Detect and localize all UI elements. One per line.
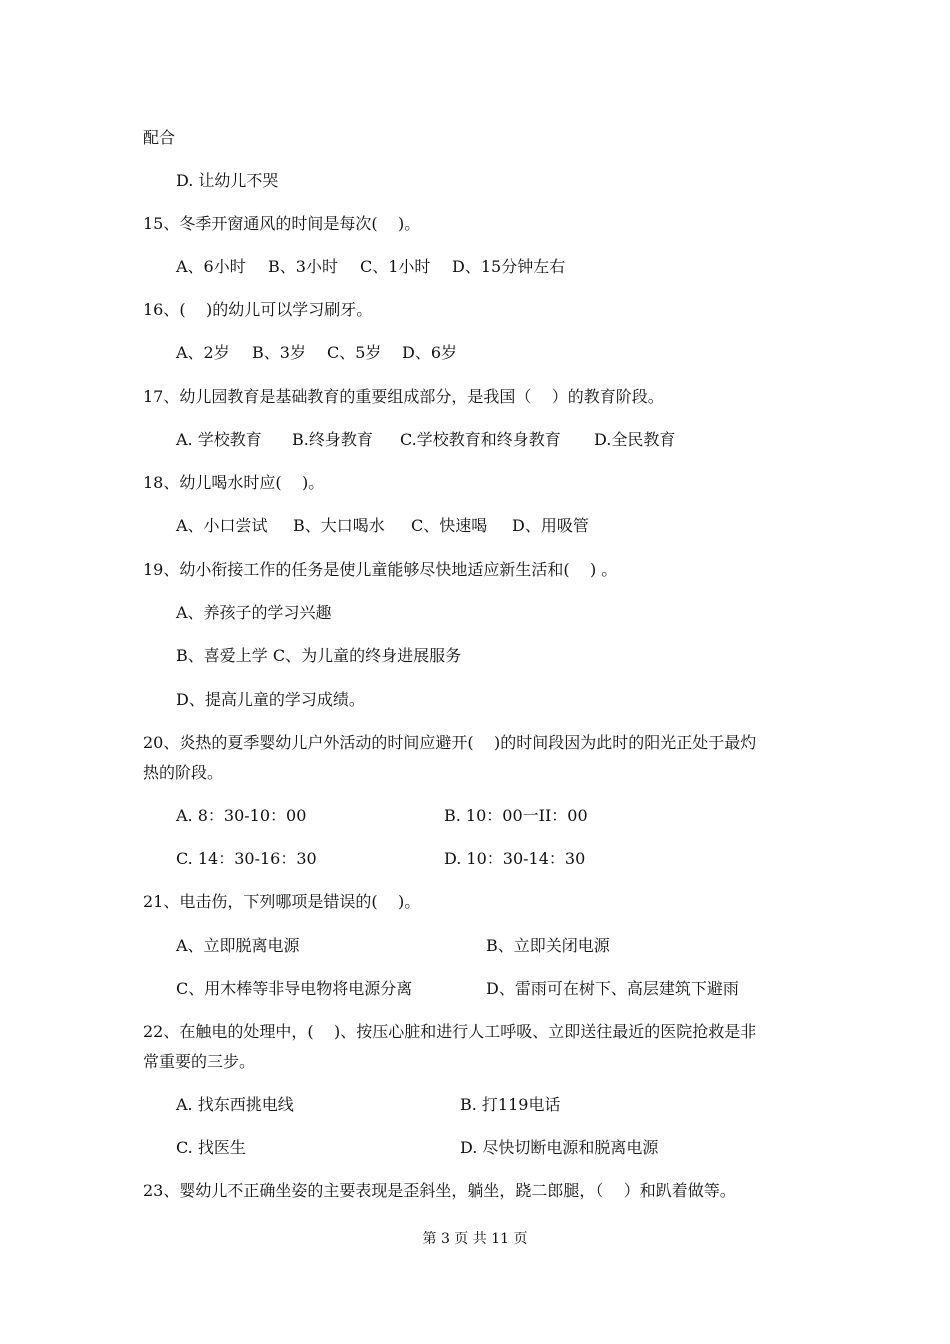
option-d-prev: D. 让幼儿不哭 bbox=[176, 171, 279, 190]
question-17: 17、幼儿园教育是基础教育的重要组成部分，是我国（ ）的教育阶段。 bbox=[143, 387, 664, 406]
question-15: 15、冬季开窗通风的时间是每次( )。 bbox=[143, 214, 421, 233]
q16-option-c: C、5岁 bbox=[327, 343, 382, 362]
question-23: 23、婴幼儿不正确坐姿的主要表现是歪斜坐，躺坐，跷二郎腿，（ ）和趴着做等。 bbox=[143, 1181, 736, 1200]
q18-option-b: B、大口喝水 bbox=[293, 516, 385, 535]
q15-option-c: C、1小时 bbox=[360, 257, 431, 276]
q21-option-a: A、立即脱离电源 bbox=[176, 936, 300, 955]
q15-option-a: A、6小时 bbox=[176, 257, 246, 276]
q15-option-d: D、15分钟左右 bbox=[452, 257, 566, 276]
q20-option-c: C. 14：30-16：30 bbox=[176, 849, 317, 868]
q22-option-a: A. 找东西挑电线 bbox=[176, 1095, 294, 1114]
q17-option-c: C.学校教育和终身教育 bbox=[400, 430, 561, 449]
continuation-text: 配合 bbox=[143, 128, 176, 147]
q18-option-c: C、快速喝 bbox=[411, 516, 488, 535]
q21-option-c: C、用木棒等非导电物将电源分离 bbox=[176, 979, 413, 998]
question-20-line-1: 20、炎热的夏季婴幼儿户外活动的时间应避开( )的时间段因为此时的阳光正处于最灼 bbox=[143, 733, 757, 752]
q19-option-bc: B、喜爱上学 C、为儿童的终身进展服务 bbox=[176, 646, 462, 665]
q18-option-d: D、用吸管 bbox=[512, 516, 589, 535]
question-20-line-2: 热的阶段。 bbox=[143, 763, 224, 782]
q22-option-b: B. 打119电话 bbox=[460, 1095, 561, 1114]
q21-option-d: D、雷雨可在树下、高层建筑下避雨 bbox=[486, 979, 739, 998]
question-18: 18、幼儿喝水时应( )。 bbox=[143, 473, 325, 492]
q15-option-b: B、3小时 bbox=[268, 257, 338, 276]
q16-option-a: A、2岁 bbox=[176, 343, 230, 362]
q21-option-b: B、立即关闭电源 bbox=[486, 936, 610, 955]
q16-option-d: D、6岁 bbox=[402, 343, 458, 362]
q22-option-d: D. 尽快切断电源和脱离电源 bbox=[460, 1138, 659, 1157]
q16-option-b: B、3岁 bbox=[252, 343, 306, 362]
q19-option-a: A、养孩子的学习兴趣 bbox=[176, 603, 332, 622]
q17-option-d: D.全民教育 bbox=[594, 430, 676, 449]
q20-option-a: A. 8：30-10：00 bbox=[176, 806, 307, 825]
q20-option-b: B. 10：00一II：00 bbox=[444, 806, 588, 825]
question-19: 19、幼小衔接工作的任务是使儿童能够尽快地适应新生活和( ) 。 bbox=[143, 560, 618, 579]
question-16: 16、( )的幼儿可以学习刷牙。 bbox=[143, 300, 373, 319]
q22-option-c: C. 找医生 bbox=[176, 1138, 246, 1157]
question-21: 21、电击伤，下列哪项是错误的( )。 bbox=[143, 892, 421, 911]
question-22-line-2: 常重要的三步。 bbox=[143, 1052, 256, 1071]
q17-option-a: A. 学校教育 bbox=[176, 430, 262, 449]
q19-option-d: D、提高儿童的学习成绩。 bbox=[176, 690, 365, 709]
q17-option-b: B.终身教育 bbox=[292, 430, 373, 449]
q20-option-d: D. 10：30-14：30 bbox=[444, 849, 586, 868]
page-footer: 第 3 页 共 11 页 bbox=[422, 1231, 528, 1247]
q18-option-a: A、小口尝试 bbox=[176, 516, 268, 535]
question-22-line-1: 22、在触电的处理中，( )、按压心脏和进行人工呼吸、立即送往最近的医院抢救是非 bbox=[143, 1022, 757, 1041]
